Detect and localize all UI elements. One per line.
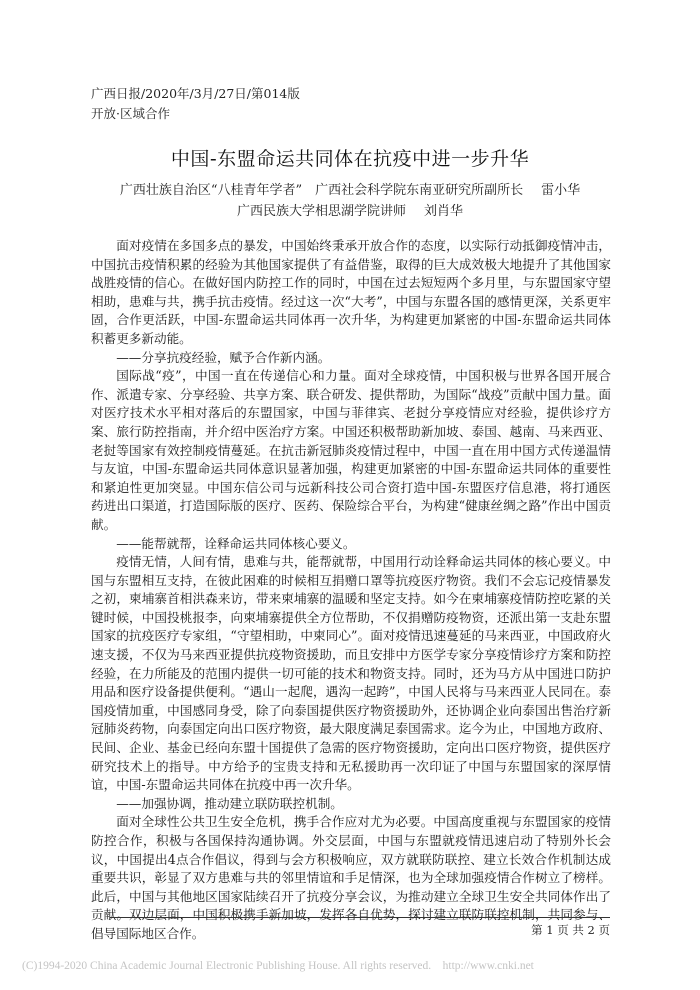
article-title: 中国-东盟命运共同体在抗疫中进一步升华: [170, 148, 530, 170]
paragraph: 疫情无情，人间有情，患难与共，能帮就帮，中国用行动诠释命运共同体的核心要义。中国与东盟相互支持，在彼此困难的时候相互捐赠口罩等抗疫医疗物资。我们不会忘记疫情暴发之初，柬埔寨首相洪森来访，带来柬埔寨的温暖和坚定支持。如今在柬埔寨疫情防控吃紧的关键时候，中国投桃报李，向柬埔寨提供全方位帮助，不仅捐赠防疫物资，还派出第一支赴东盟国家的抗疫医疗专家组，“守望相助，中柬同心”。面对疫情迅速蔓延的马来西亚，中国政府火速支援，不仅为马来西亚提供抗疫物资援助，而且安排中方医学专家分享疫情诊疗方案和防控经验，在力所能及的范围内提供一切可能的技术和物资支持。同时，还为马方从中国进口防护用品和医疗设备提供便利。“遇山一起爬，遇沟一起跨”，中国人民将与马来西亚人民同在。泰国疫情加重，中国感同身受，除了向泰国提供医疗物资援助外，还协调企业向泰国出售治疗新冠肺炎药物，向泰国定向出口医疗物资，最大限度满足泰国需求。迄今为止，中国地方政府、民间、企业、基金已经向东盟十国提供了急需的医疗物资援助，定向出口医疗物资，提供医疗研究技术上的指导。中方给予的宝贵支持和无私援助再一次印证了中国与东盟国家的深厚情谊，中国-东盟命运共同体在抗疫中再一次升华。: [91, 554, 611, 793]
author-line-2: [0, 201, 700, 222]
column-name: 开放·区域合作: [91, 106, 170, 121]
source-line: 广西日报/2020年/3月/27日/第014版: [91, 86, 300, 101]
paragraph: 国际战“疫”，中国一直在传递信心和力量。面对全球疫情，中国积极与世界各国开展合作、派遣专家、分享经验、共享方案、联合研发、提供帮助，为国际“战疫”贡献中国力量。面对医疗技术水平相对落后的东盟国家，中国与菲律宾、老挝分享疫情应对经验，提供诊疗方案、旅行防控指南，并介绍中医治疗方案。中国还积极帮助新加坡、泰国、越南、马来西亚、老挝等国家有效控制疫情蔓延。在抗击新冠肺炎疫情过程中，中国一直在用中国方式传递温情与友谊，中国-东盟命运共同体意识显著加强，构建更加紧密的中国-东盟命运共同体的重要性和紧迫性更加突显。中国东信公司与远新科技公司合资打造中国-东盟医疗信息港，将打通医药进出口渠道，打造国际版的医疗、医药、保险综合平台，为构建“健康丝绸之路”作出中国贡献。: [91, 368, 611, 532]
page-indicator: 第 1 页 共 2 页: [531, 923, 610, 937]
paragraph: 面对疫情在多国多点的暴发，中国始终秉承开放合作的态度，以实际行动抵御疫情冲击，中国抗击疫情积累的经验为其他国家提供了有益借鉴，取得的巨大成效极大地提升了其他国家战胜疫情的信心。在做好国内防控工作的同时，中国在过去短短两个多月里，与东盟国家守望相助，患难与共，携手抗击疫情。经过这一次“大考”，中国与东盟各国的感情更深，关系更牢固，合作更活跃，中国-东盟命运共同体再一次升华，为构建更加紧密的中国-东盟命运共同体积蓄更多新动能。: [91, 238, 611, 346]
section-heading: ——能帮就帮，诠释命运共同体核心要义。: [116, 535, 356, 551]
author-1-affiliation: 广西壮族自治区“八桂青年学者” 广西社会科学院东南亚研究所副所长: [119, 183, 524, 198]
author-2-name: 刘肖华: [424, 204, 464, 219]
author-1-name: 雷小华: [541, 183, 581, 198]
paragraph: 面对全球性公共卫生安全危机，携手合作应对尤为必要。中国高度重视与东盟国家的疫情防控合作，积极与各国保持沟通协调。外交层面，中国与东盟就疫情迅速启动了特别外长会议，中国提出4点合作倡议，得到与会方积极响应，双方就联防联控、建立长效合作机制达成重要共识，彰显了双方患难与共的邻里情谊和手足情深，也为全球加强疫情合作树立了榜样。此后，中国与其他地区国家陆续召开了抗疫分享会议，为推动建立全球卫生安全共同体作出了贡献。双边层面，中国积极携手新加坡，发挥各自优势，探讨建立联防联控机制，共同参与、倡导国际地区合作。: [91, 814, 611, 941]
copyright-notice: (C)1994-2020 China Academic Journal Electronic Publishing House. All rights reserved. http://www.cnki.net: [22, 960, 534, 972]
section-heading: ——加强协调，推动建立联防联控机制。: [116, 795, 343, 811]
author-2-affiliation: 广西民族大学相思湖学院讲师: [236, 204, 406, 219]
article-meta: [91, 84, 300, 124]
author-block: [0, 180, 700, 222]
author-line-1: [0, 180, 700, 201]
section-heading: ——分享抗疫经验，赋予合作新内涵。: [116, 349, 331, 365]
footer-divider: [110, 917, 610, 918]
article-body: [91, 237, 611, 944]
